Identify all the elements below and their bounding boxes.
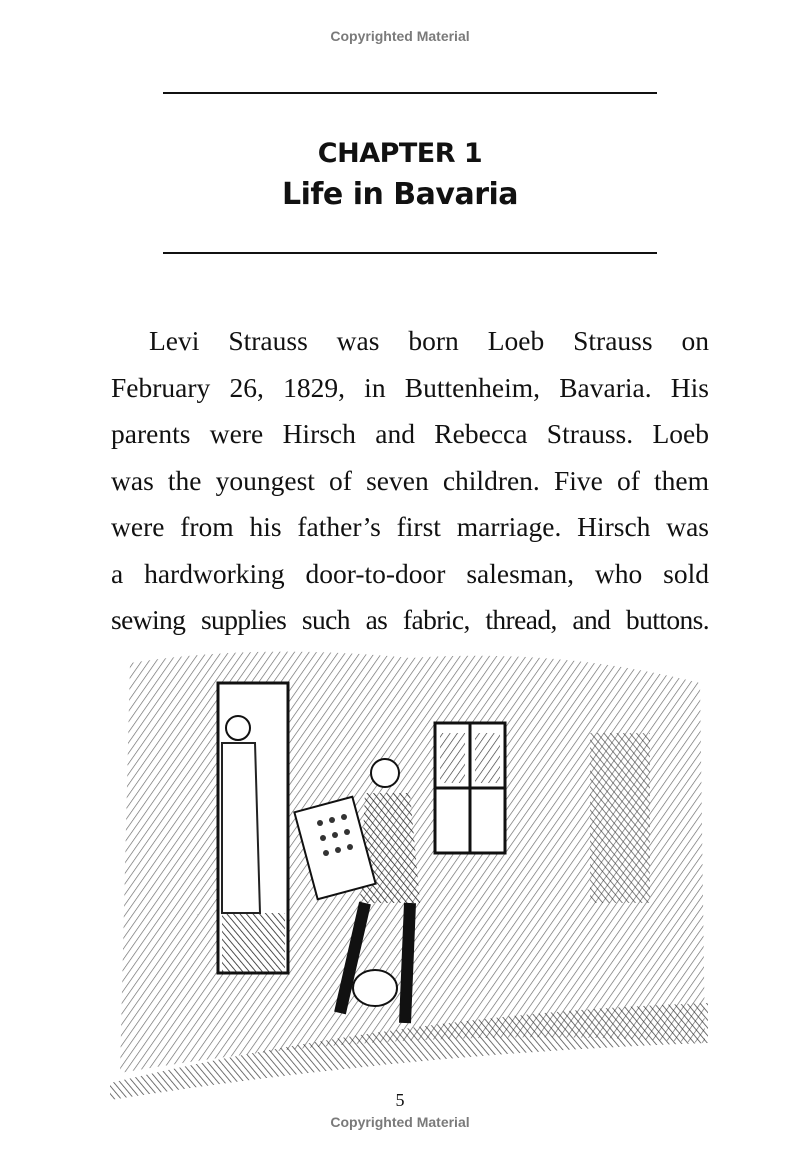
- top-divider: [163, 92, 657, 94]
- text-line: sewing supplies such as fabric, thread, and buttons.: [111, 604, 709, 635]
- illustration-salesman-at-door: [110, 643, 708, 1100]
- chapter-title: Life in Bavaria: [281, 177, 519, 212]
- text-line: were from his father’s first marriage. Hirsch was: [111, 511, 709, 542]
- text-line: a hardworking door-to-door salesman, who sold: [111, 557, 709, 589]
- text-line: February 26, 1829, in Buttenheim, Bavaria. His: [111, 371, 709, 403]
- copyright-watermark-top: Copyrighted Material: [330, 28, 470, 44]
- bottom-divider: [163, 252, 657, 254]
- text-line: parents were Hirsch and Rebecca Strauss. Loeb: [111, 418, 709, 449]
- chapter-number: CHAPTER 1: [317, 138, 483, 169]
- body-paragraph: [111, 318, 709, 644]
- copyright-watermark-bottom: Copyrighted Material: [330, 1114, 470, 1130]
- page-number: 5: [395, 1090, 405, 1110]
- text-line: Levi Strauss was born Loeb Strauss on: [149, 325, 709, 356]
- text-line: was the youngest of seven children. Five of them: [111, 464, 709, 496]
